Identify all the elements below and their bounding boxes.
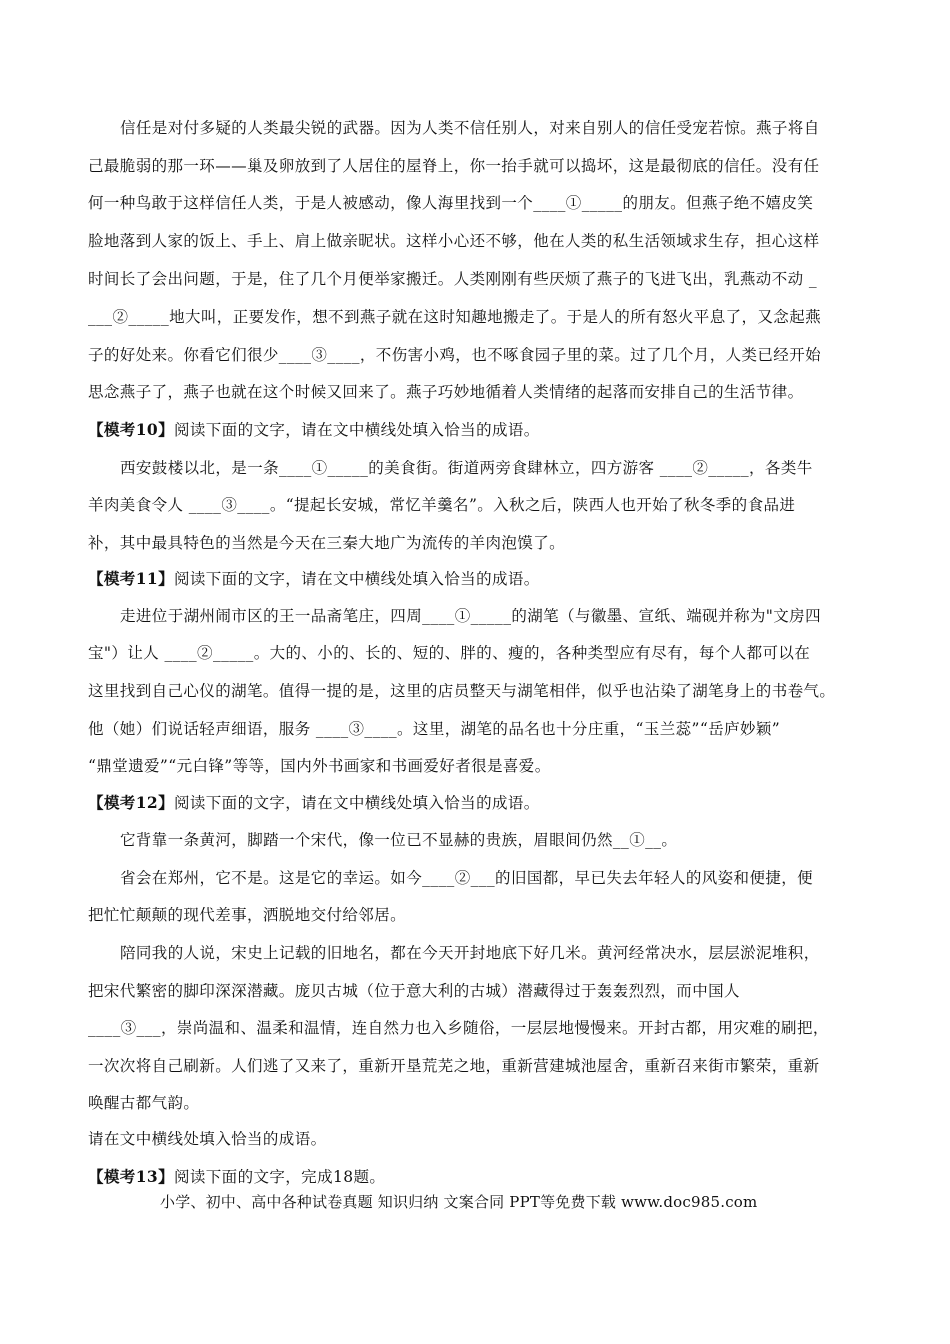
question-instruction: 阅读下面的文字，请在文中横线处填入恰当的成语。 [173,794,540,812]
text-line: 请在文中横线处填入恰当的成语。 [88,1130,327,1148]
question-heading [88,1166,385,1188]
page-footer: 小学、初中、高中各种试卷真题 知识归纳 文案合同 PPT等免费下载 www.doc985.com [160,1193,758,1211]
text-line: 它背靠一条黄河，脚踏一个宋代，像一位已不显赫的贵族，眉眼间仍然__①__。 [120,831,678,849]
text-line: ____③___，崇尚温和、温柔和温情，连自然力也入乡随俗，一层层地慢慢来。开封古都，用灾难的刷把， [88,1019,829,1037]
text-line: 宝"）让人 ____②_____。大的、小的、长的、短的、胖的、瘦的，各种类型应有尽有，每个人都可以在 [88,644,811,662]
question-tag: 【模考10】 [88,420,174,439]
text-line: 省会在郑州，它不是。这是它的幸运。如今____②___的旧国都，早已失去年轻人的风姿和便捷，便 [120,869,814,887]
question-instruction: 阅读下面的文字，请在文中横线处填入恰当的成语。 [173,570,540,588]
text-line: 脸地落到人家的饭上、手上、肩上做亲昵状。这样小心还不够，他在人类的私生活领域求生存，担心这样 [88,232,820,250]
question-tag: 【模考12】 [88,793,174,812]
question-instruction: 阅读下面的文字，完成18题。 [173,1168,386,1186]
question-heading [88,419,540,441]
text-line: 唤醒古都气韵。 [88,1094,200,1112]
text-line: ___②_____地大叫，正要发作，想不到燕子就在这时知趣地搬走了。于是人的所有怒火平息了，又念起燕 [88,308,822,326]
text-line: 走进位于湖州闹市区的王一品斋笔庄，四周____①_____的湖笔（与徽墨、宣纸、端砚并称为"文房四 [120,607,821,625]
text-line: 他（她）们说话轻声细语，服务 ____③____。这里，湖笔的品名也十分庄重，“玉兰蕊”“岳庐妙颖” [88,720,781,738]
text-line: 陪同我的人说，宋史上记载的旧地名，都在今天开封地底下好几米。黄河经常决水，层层淤泥堆积， [120,944,820,962]
text-line: 把忙忙颠颠的现代差事，洒脱地交付给邻居。 [88,906,407,924]
question-heading [88,792,540,814]
question-tag: 【模考13】 [88,1167,174,1186]
text-line: 何一种鸟敢于这样信任人类，于是人被感动，像人海里找到一个____①_____的朋友。但燕子绝不嬉皮笑 [88,194,814,212]
text-line: “鼎堂遗爱”“元白锋”等等，国内外书画家和书画爱好者很是喜爱。 [88,757,551,775]
question-instruction: 阅读下面的文字，请在文中横线处填入恰当的成语。 [173,421,540,439]
text-line: 时间长了会出问题，于是，住了几个月便举家搬迁。人类刚刚有些厌烦了燕子的飞进飞出，乳燕动不动 _ [88,270,817,288]
text-line: 己最脆弱的那一环——巢及卵放到了人居住的屋脊上，你一抬手就可以捣坏，这是最彻底的信任。没有任 [88,157,820,175]
text-line: 子的好处来。你看它们很少____③____，不伤害小鸡，也不啄食园子里的菜。过了几个月，人类已经开始 [88,346,822,364]
text-line: 西安鼓楼以北，是一条____①_____的美食街。街道两旁食肆林立，四方游客 ____②_____，各类牛 [120,459,813,477]
text-line: 把宋代繁密的脚印深深潜藏。庞贝古城（位于意大利的古城）潜藏得过于轰轰烈烈，而中国人 [88,982,740,1000]
text-line: 补，其中最具特色的当然是今天在三秦大地广为流传的羊肉泡馍了。 [88,534,566,552]
question-tag: 【模考11】 [88,569,174,588]
question-heading [88,568,540,590]
text-line: 思念燕子了，燕子也就在这个时候又回来了。燕子巧妙地循着人类情绪的起落而安排自己的生活节律。 [88,383,804,401]
text-line: 这里找到自己心仪的湖笔。值得一提的是，这里的店员整天与湖笔相伴，似乎也沾染了湖笔身上的书卷气。 [88,682,836,700]
text-line: 一次次将自己刷新。人们逃了又来了，重新开垦荒芜之地，重新营建城池屋舍，重新召来街市繁荣，重新 [88,1057,820,1075]
text-line: 羊肉美食令人 ____③____。“提起长安城，常忆羊羹名”。入秋之后，陕西人也开始了秋冬季的食品进 [88,496,796,514]
text-line: 信任是对付多疑的人类最尖锐的武器。因为人类不信任别人，对来自别人的信任受宠若惊。燕子将自 [120,119,820,137]
